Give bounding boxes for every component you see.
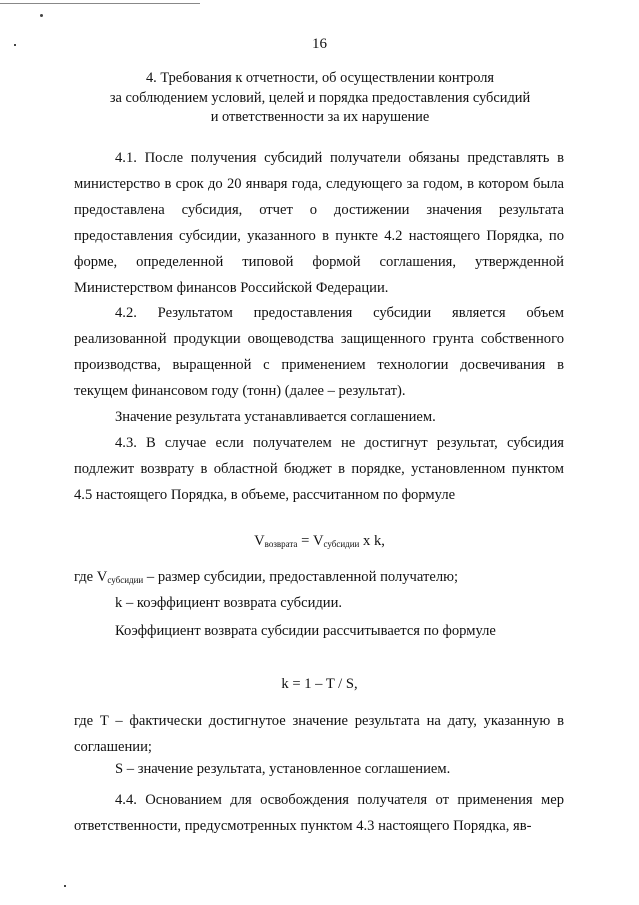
formula-tail: x k, [359, 533, 385, 549]
formula-rhs: V [312, 533, 324, 549]
paragraph-4-1: 4.1. После получения субсидий получатели обязаны представлять в министерство в срок до 20 января года, следующего за годом, в котором была предоставлена субсидия, отчет о достижении значения результата предоставления субсидии, указанного в пункте 4.2 настоящего Порядка, по форме, определенной типовой формой соглашения, утвержденной Министерством финансов Российской Федерации. [74, 150, 564, 296]
definition-t: где T – фактически достигнутое значение результата на дату, указанную в соглашении; [74, 713, 564, 755]
paragraph-4-4: 4.4. Основанием для освобождения получателя от применения мер ответственности, предусмотренных пунктом 4.3 настоящего Порядка, яв- [74, 792, 564, 834]
paragraph-4-2: 4.2. Результатом предоставления субсидии является объем реализованной продукции овощеводства защищенного грунта собственного производства, выращенной с применением технологии досвечивания в текущем финансовом году (тонн) (далее – результат). [74, 305, 564, 399]
scan-dot [40, 14, 43, 17]
scan-dot [64, 885, 66, 887]
section-heading [60, 69, 580, 128]
k-calculation-intro: Коэффициент возврата субсидии рассчитывается по формуле [115, 623, 496, 639]
paragraph-4-2-note: Значение результата устанавливается соглашением. [115, 409, 436, 425]
formula-lhs-subscript: возврата [264, 539, 298, 549]
scan-edge-line [0, 3, 200, 4]
formula-equals: = [297, 533, 313, 549]
formula-k: k = 1 – T / S, [281, 676, 358, 692]
formula-lhs: V [254, 533, 265, 549]
heading-line: за соблюдением условий, целей и порядка предоставления субсидий [109, 89, 531, 106]
definition-s: S – значение результата, установленное соглашением. [115, 761, 451, 777]
definition-text: – размер субсидии, предоставленной получателю; [143, 569, 459, 585]
heading-line: и ответственности за их нарушение [210, 109, 430, 125]
definition-k: k – коэффициент возврата субсидии. [115, 595, 343, 611]
definition-v-subsidy [74, 569, 458, 586]
heading-line: 4. Требования к отчетности, об осуществлении контроля [145, 70, 495, 86]
formula-rhs-subscript: субсидии [323, 539, 360, 549]
page-number: 16 [312, 36, 327, 52]
formula-return-volume [0, 533, 639, 550]
definition-subscript: субсидии [107, 575, 144, 585]
definition-prefix: где V [74, 569, 108, 585]
paragraph-4-3: 4.3. В случае если получателем не достигнут результат, субсидия подлежит возврату в областной бюджет в порядке, установленном пунктом 4.5 настоящего Порядка, в объеме, рассчитанном по формуле [74, 435, 564, 503]
